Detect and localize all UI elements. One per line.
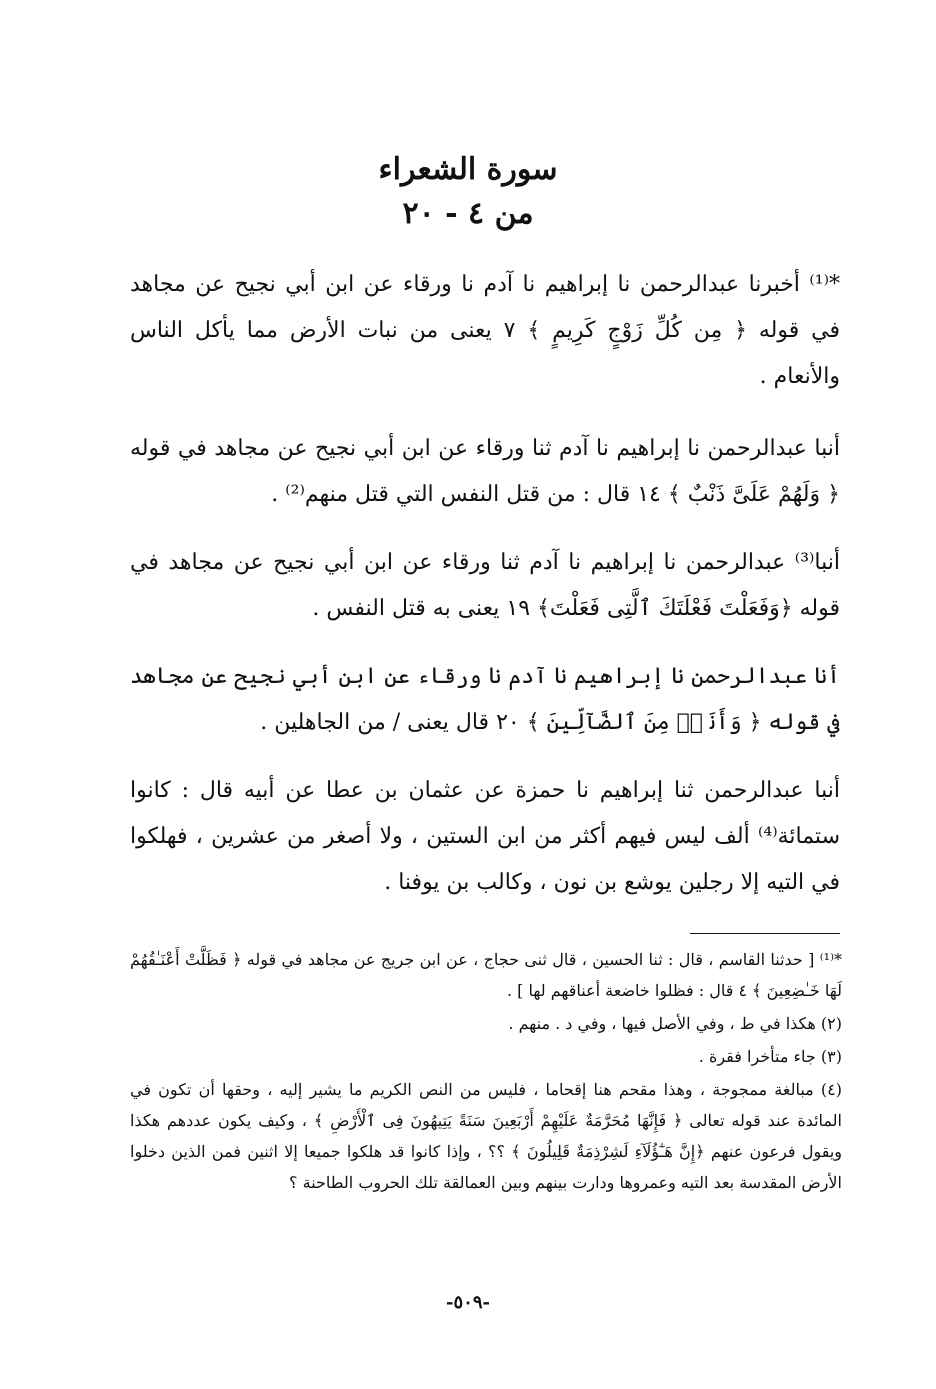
paragraph-3: أنبا⁽³⁾ عبدالرحمن نا إبراهيم نا آدم ثنا ورقاء عن ابن أبي نجيح عن مجاهد في قوله ﴿وَفَعَلْتَ فَعْلَتَكَ ٱلَّتِى فَعَلْتَ﴾ ١٩ يعنى به قتل النفس . (130, 550, 840, 621)
page-number: -٥٠٩- (446, 1292, 490, 1313)
footnote-4: (٤) مبالغة ممجوجة ، وهذا مقحم هنا إقحاما ، فليس من النص الكريم ما يشير إليه ، وحقها أن تكون في المائدة عند قوله تعالى ﴿ فَإِنَّهَا مُحَرَّمَةٌ عَلَيْهِمْ أَرْبَعِينَ سَنَةً يَتِيهُونَ فِى ٱلْأَرْضِ ﴾ ، وكيف يكون عددهم هكذا ويقول فرعون عنهم ﴿إِنَّ هَـٰٓؤُلَآءِ لَشِرْذِمَةٌ قَلِيلُونَ ﴾ ؟؟ ، وإذا كانوا قد هلكوا جميعا إلا اثنين فمن الذين دخلوا الأرض المقدسة بعد التيه وعمروها ودارت بينهم وبين العمالقة تلك الحروب الطاحنة ؟ (130, 1080, 842, 1192)
verse-range: من ٤ - ٢٠ (402, 196, 534, 231)
footnote-divider (690, 933, 840, 934)
footnote-1: *⁽¹⁾ [ حدثنا القاسم ، قال : ثنا الحسين ، قال ثنى حجاج ، عن ابن جريج عن مجاهد في قوله ﴿ فَظَلَّتْ أَعْنَـٰقُهُمْ لَهَا خَـٰضِعِينَ ﴾ ٤ قال : فظلوا خاضعة أعناقهم لها ] . (130, 950, 843, 1000)
paragraph-2: أنبا عبدالرحمن نا إبراهيم نا آدم ثنا ورقاء عن ابن أبي نجيح عن مجاهد في قوله ﴿ وَلَهُمْ عَلَىَّ ذَنْبٌ ﴾ ١٤ قال : من قتل النفس التي قتل منهم⁽²⁾ . (130, 436, 840, 507)
paragraph-4: أنا عبدالرحمن نا إبراهيم نا آدم نا ورقاء عن ابن أبي نجيح عن مجاهد في قوله ﴿ وَأَنَا۠ مِنَ ٱلضَّآلِّينَ ﴾ ٢٠ قال يعنى / من الجاهلين . (130, 664, 840, 735)
footnotes (130, 944, 842, 1200)
paragraph-1: *⁽¹⁾ أخبرنا عبدالرحمن نا إبراهيم نا آدم نا ورقاء عن ابن أبي نجيح عن مجاهد في قوله ﴿ مِن كُلِّ زَوْجٍ كَرِيمٍ ﴾ ٧ يعنى من نبات الأرض مما يأكل الناس والأنعام . (130, 272, 841, 389)
surah-title: سورة الشعراء (378, 152, 558, 187)
paragraph-5: أنبا عبدالرحمن ثنا إبراهيم نا حمزة عن عثمان بن عطا عن أبيه قال : كانوا ستمائة⁽⁴⁾ ألف ليس فيهم أكثر من ابن الستين ، ولا أصغر من عشرين ، فهلكوا في التيه إلا رجلين يوشع بن نون ، وكالب بن يوفنا . (130, 778, 841, 895)
footnote-3: (٣) جاء متأخرا فقرة . (698, 1047, 842, 1066)
footnote-2: (٢) هكذا في ط ، وفي الأصل فيها ، وفي د . منهم . (508, 1014, 842, 1033)
